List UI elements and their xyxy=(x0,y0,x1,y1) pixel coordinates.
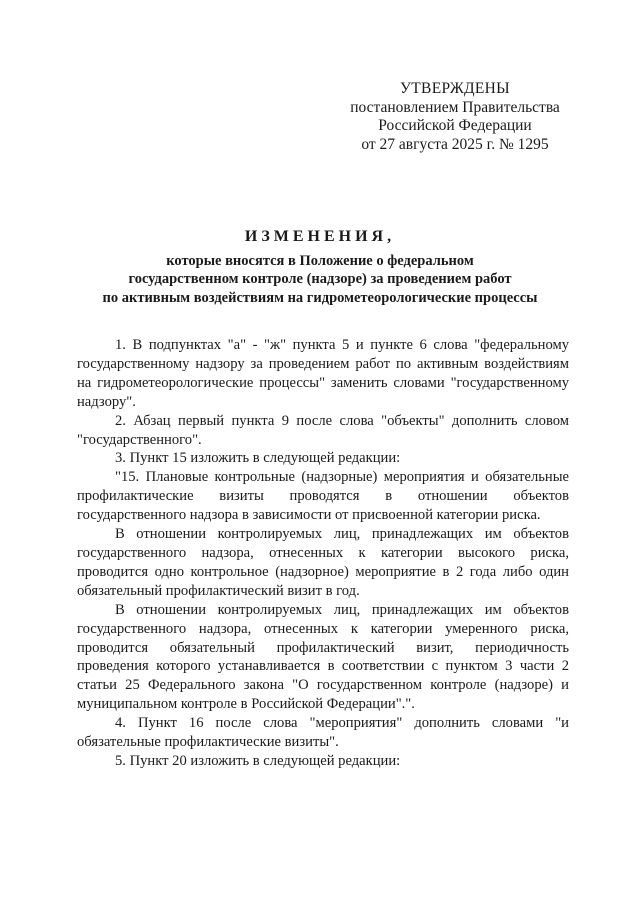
paragraph-item-4: 4. Пункт 16 после слова "мероприятия" дополнить словами "и обязательные профилактические визиты". xyxy=(77,715,569,751)
subtitle-line: которые вносятся в Положение о федеральном xyxy=(166,253,474,269)
subtitle-line: по активным воздействиям на гидрометеорологические процессы xyxy=(102,289,538,306)
approval-date-line: от 27 августа 2025 г. № 1295 xyxy=(361,135,549,153)
paragraph-item-1: 1. В подпунктах "а" - "ж" пункта 5 и пункте 6 слова "федеральному государственному надзору за проведением работ по активным воздействиям на гидрометеорологические процессы" заменить словами "государственному надзору". xyxy=(77,337,569,410)
document-title: ИЗМЕНЕНИЯ, xyxy=(244,228,396,245)
paragraph-moderate-risk: В отношении контролируемых лиц, принадлежащих им объектов государственного надзора, отнесенных к категории умеренного риска, проводится обязательный профилактический визит, периодичность проведения которого устанавливается в соответствии с пунктом 3 части 2 статьи 25 Федерального закона "О государственном контроле (надзоре) и муниципальном контроле в Российской Федерации".". xyxy=(77,601,569,713)
paragraph-high-risk: В отношении контролируемых лиц, принадлежащих им объектов государственного надзора, отнесенных к категории высокого риска, проводится одно контрольное (надзорное) мероприятие в 2 года либо один обязательный профилактический визит в год. xyxy=(77,526,569,599)
approval-block xyxy=(330,80,580,154)
subtitle-line: государственном контроле (надзоре) за проведением работ xyxy=(128,271,512,288)
paragraph-item-2: 2. Абзац первый пункта 9 после слова "объекты" дополнить словом "государственного". xyxy=(77,412,569,448)
approval-line: Российской Федерации xyxy=(378,117,532,134)
document-subtitle xyxy=(60,252,580,307)
approval-heading: УТВЕРЖДЕНЫ xyxy=(400,80,510,97)
approval-line: постановлением Правительства xyxy=(350,98,560,116)
document-body xyxy=(77,336,569,771)
paragraph-item-3: 3. Пункт 15 изложить в следующей редакции: xyxy=(115,450,401,467)
paragraph-quoted-15: "15. Плановые контрольные (надзорные) мероприятия и обязательные профилактические визиты проводятся в отношении объектов государственного надзора в зависимости от присвоенной категории риска. xyxy=(77,469,569,524)
paragraph-item-5: 5. Пункт 20 изложить в следующей редакции: xyxy=(115,752,401,769)
